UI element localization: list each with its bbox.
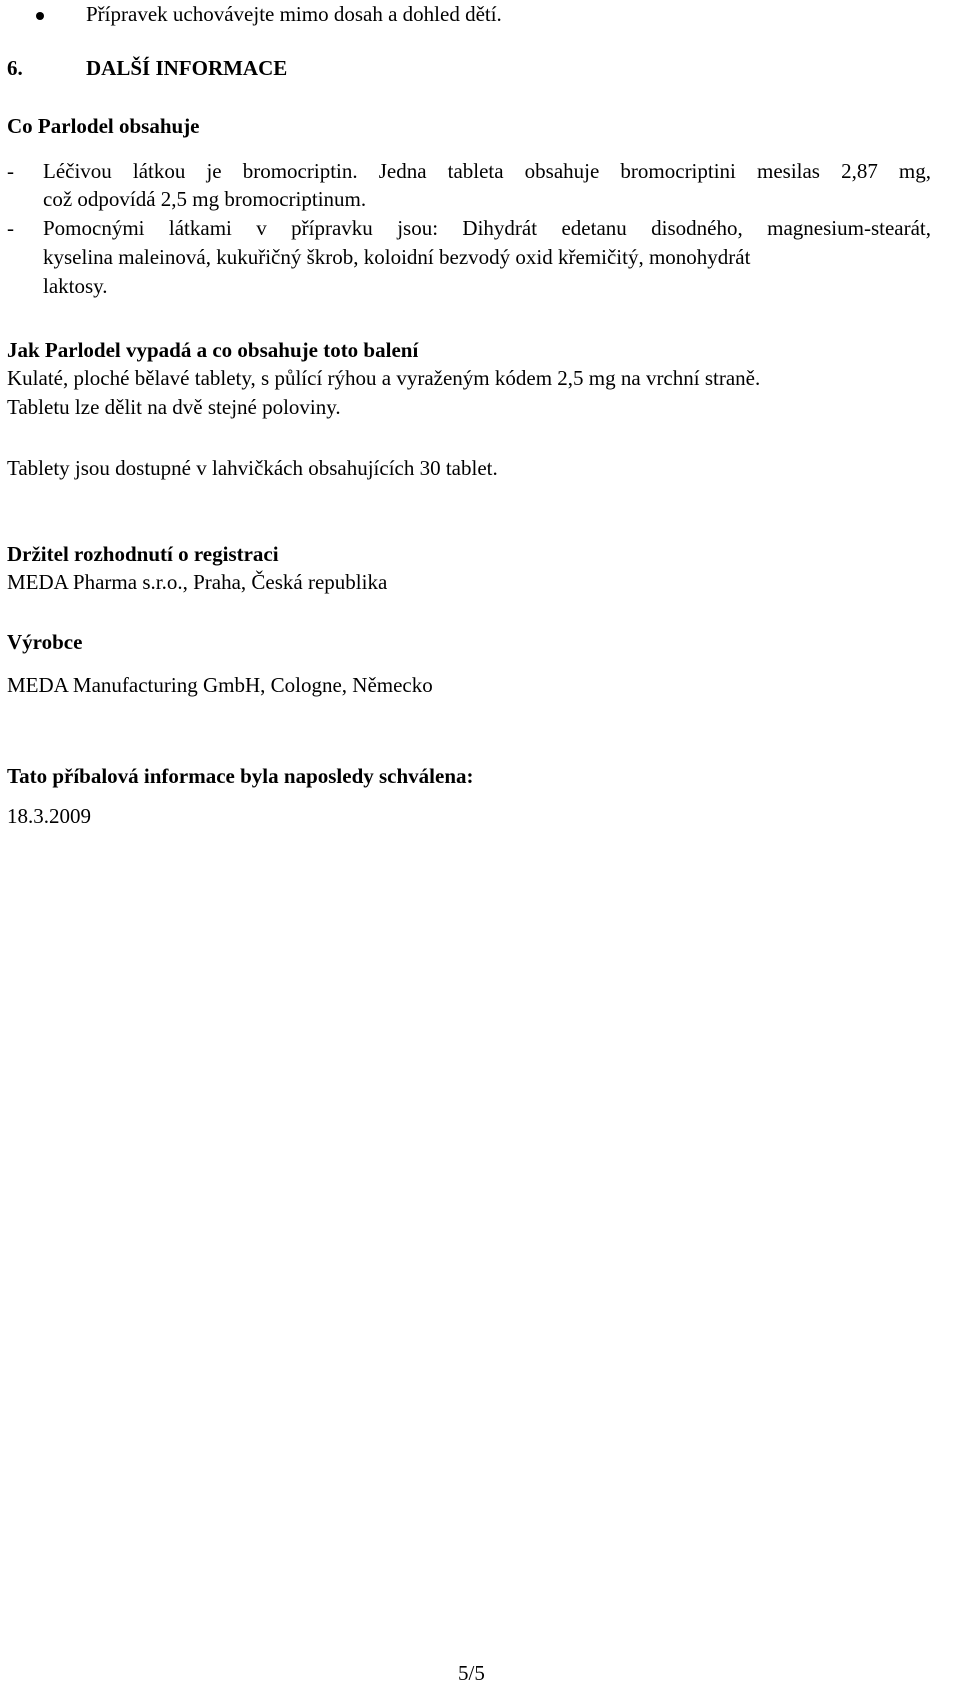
appearance-line3: Tablety jsou dostupné v lahvičkách obsahujících 30 tablet.	[7, 456, 498, 480]
bullet-text: Přípravek uchovávejte mimo dosah a dohled dětí.	[86, 2, 502, 26]
appearance-line1: Kulaté, ploché bělavé tablety, s půlící rýhou a vyraženým kódem 2,5 mg na vrchní straně.	[7, 366, 761, 390]
contents-item2-line1: Pomocnými látkami v přípravku jsou: Dihydrát edetanu disodného, magnesium-stearát,	[43, 216, 931, 240]
bullet-item	[0, 0, 960, 30]
holder-value: MEDA Pharma s.r.o., Praha, Česká republika	[7, 570, 388, 594]
holder-heading: Držitel rozhodnutí o registraci	[7, 542, 279, 566]
appearance-heading: Jak Parlodel vypadá a co obsahuje toto balení	[7, 338, 419, 362]
contents-item1-line1: Léčivou látkou je bromocriptin. Jedna tableta obsahuje bromocriptini mesilas 2,87 mg,	[43, 159, 931, 183]
contents-item2-line3: laktosy.	[43, 274, 108, 298]
section-number: 6.	[7, 56, 23, 80]
section-title: DALŠÍ INFORMACE	[86, 56, 288, 80]
approval-date: 18.3.2009	[7, 804, 91, 828]
manufacturer-heading: Výrobce	[7, 630, 83, 654]
manufacturer-value: MEDA Manufacturing GmbH, Cologne, Německo	[7, 673, 433, 697]
appearance-line2: Tabletu lze dělit na dvě stejné poloviny.	[7, 395, 341, 419]
contents-item2-line2: kyselina maleinová, kukuřičný škrob, koloidní bezvodý oxid křemičitý, monohydrát	[43, 245, 751, 269]
contents-item1-dash: -	[7, 159, 14, 183]
contents-heading: Co Parlodel obsahuje	[7, 114, 200, 138]
bullet-icon	[36, 12, 44, 20]
contents-item2-dash: -	[7, 216, 14, 240]
page-number: 5/5	[458, 1661, 485, 1685]
contents-item1-line2: což odpovídá 2,5 mg bromocriptinum.	[43, 187, 367, 211]
approval-heading: Tato příbalová informace byla naposledy schválena:	[7, 764, 474, 788]
